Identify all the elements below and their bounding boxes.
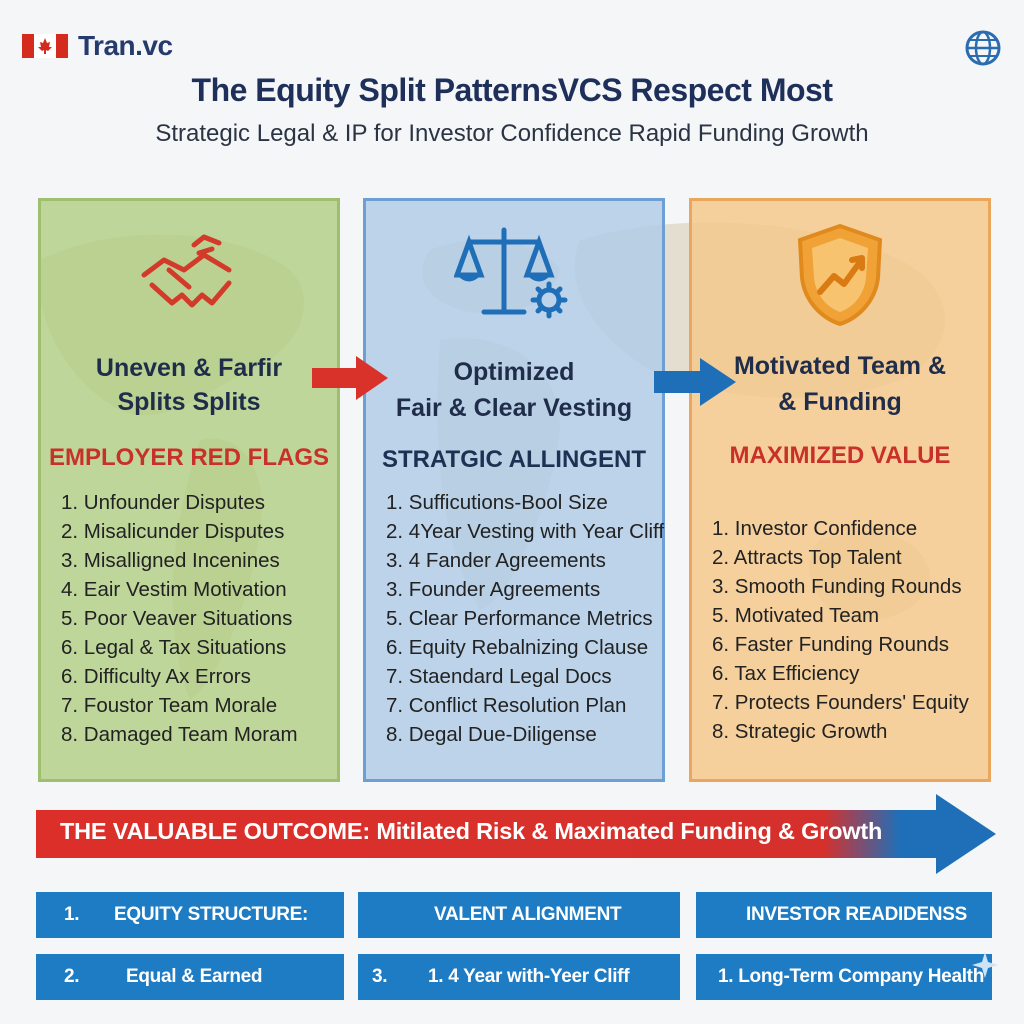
cell-text: Equal & Earned bbox=[126, 966, 263, 987]
list-item: 1. Investor Confidence bbox=[712, 517, 918, 540]
list-item: 3. Misalligned Incenines bbox=[61, 549, 280, 572]
grid-cell-equity-structure bbox=[36, 892, 344, 938]
column-subheading: MAXIMIZED VALUE bbox=[729, 442, 951, 469]
list-item: 6. Equity Rebalnizing Clause bbox=[386, 636, 649, 659]
list-item: 8. Strategic Growth bbox=[712, 720, 888, 743]
column-icon-wrap bbox=[692, 215, 988, 335]
list-item: 6. Tax Efficiency bbox=[712, 662, 860, 685]
cell-text: INVESTOR READIDENSS bbox=[746, 904, 967, 925]
outcome-banner-text: THE VALUABLE OUTCOME: Mitilated Risk & Maximated Funding & Growth bbox=[60, 818, 883, 844]
grid-cell-valent-alignment bbox=[358, 892, 680, 938]
red-arrow-icon bbox=[312, 354, 390, 402]
column-heading-line2: Splits Splits bbox=[117, 388, 261, 416]
list-item: 5. Clear Performance Metrics bbox=[386, 607, 653, 630]
list-item: 3. 4 Fander Agreements bbox=[386, 549, 606, 572]
list-item: 2. Attracts Top Talent bbox=[712, 546, 902, 569]
column-heading-line1: Optimized bbox=[453, 358, 575, 386]
list-item: 7. Foustor Team Morale bbox=[61, 694, 278, 717]
cell-text: 1. 4 Year with-Yeer Cliff bbox=[428, 966, 630, 987]
brand[interactable] bbox=[22, 30, 173, 62]
column-icon-wrap bbox=[366, 215, 662, 335]
cell-number: 3. bbox=[372, 966, 388, 987]
cell-text: VALENT ALIGNMENT bbox=[434, 904, 622, 925]
canada-flag-icon bbox=[22, 34, 68, 58]
sparkle-icon bbox=[972, 952, 998, 978]
list-item: 5. Motivated Team bbox=[712, 604, 880, 627]
column-heading-line2: Fair & Clear Vesting bbox=[395, 394, 633, 422]
list-item: 6. Legal & Tax Situations bbox=[61, 636, 287, 659]
column-list bbox=[712, 514, 992, 746]
column-list bbox=[386, 488, 666, 749]
list-item: 6. Faster Funding Rounds bbox=[712, 633, 950, 656]
page-title: The Equity Split PatternsVCS Respect Most bbox=[191, 72, 833, 108]
scales-gear-icon bbox=[454, 220, 574, 330]
list-item: 1. Sufficutions-Bool Size bbox=[386, 491, 608, 514]
column-red-flags bbox=[38, 198, 340, 782]
handshake-icon bbox=[134, 225, 244, 325]
list-item: 2. 4Year Vesting with Year Cliff bbox=[386, 520, 665, 543]
grid-cell-vesting-cliff bbox=[358, 954, 680, 1000]
list-item: 7. Conflict Resolution Plan bbox=[386, 694, 627, 717]
grid-cell-equal-earned bbox=[36, 954, 344, 1000]
column-list bbox=[61, 488, 341, 749]
list-item: 3. Smooth Funding Rounds bbox=[712, 575, 962, 598]
column-strategic-alignment bbox=[363, 198, 665, 782]
list-item: 7. Staendard Legal Docs bbox=[386, 665, 612, 688]
cell-number: 1. bbox=[64, 904, 80, 925]
list-item: 4. Eair Vestim Motivation bbox=[61, 578, 287, 601]
cell-number: 2. bbox=[64, 966, 80, 987]
list-item: 1. Unfounder Disputes bbox=[61, 491, 265, 514]
list-item: 3. Founder Agreements bbox=[386, 578, 601, 601]
list-item: 8. Degal Due-Diligense bbox=[386, 723, 597, 746]
column-subheading: STRATGIC ALLINGENT bbox=[382, 446, 646, 473]
column-heading-line1: Motivated Team & bbox=[733, 352, 947, 380]
list-item: 8. Damaged Team Moram bbox=[61, 723, 298, 746]
cell-text: 1. Long-Term Company Health bbox=[718, 966, 985, 987]
list-item: 2. Misalicunder Disputes bbox=[61, 520, 285, 543]
cell-text: EQUITY STRUCTURE: bbox=[114, 904, 309, 925]
column-maximized-value bbox=[689, 198, 991, 782]
list-item: 6. Difficulty Ax Errors bbox=[61, 665, 251, 688]
column-heading-line2: & Funding bbox=[778, 388, 902, 416]
grid-cell-investor-readiness bbox=[696, 892, 992, 938]
list-item: 5. Poor Veaver Situations bbox=[61, 607, 293, 630]
column-subheading: EMPLOYER RED FLAGS bbox=[48, 444, 330, 471]
blue-arrow-icon bbox=[654, 356, 738, 408]
page-subtitle: Strategic Legal & IP for Investor Confidence Rapid Funding Growth bbox=[155, 120, 869, 147]
globe-icon[interactable] bbox=[963, 28, 1003, 68]
column-icon-wrap bbox=[41, 215, 337, 335]
column-heading-line1: Uneven & Farfir bbox=[95, 354, 283, 382]
header bbox=[0, 0, 1024, 180]
grid-cell-long-term-health bbox=[696, 954, 992, 1000]
brand-name: Tran.vc bbox=[78, 30, 173, 61]
shield-growth-icon bbox=[790, 220, 890, 330]
list-item: 7. Protects Founders' Equity bbox=[712, 691, 969, 714]
